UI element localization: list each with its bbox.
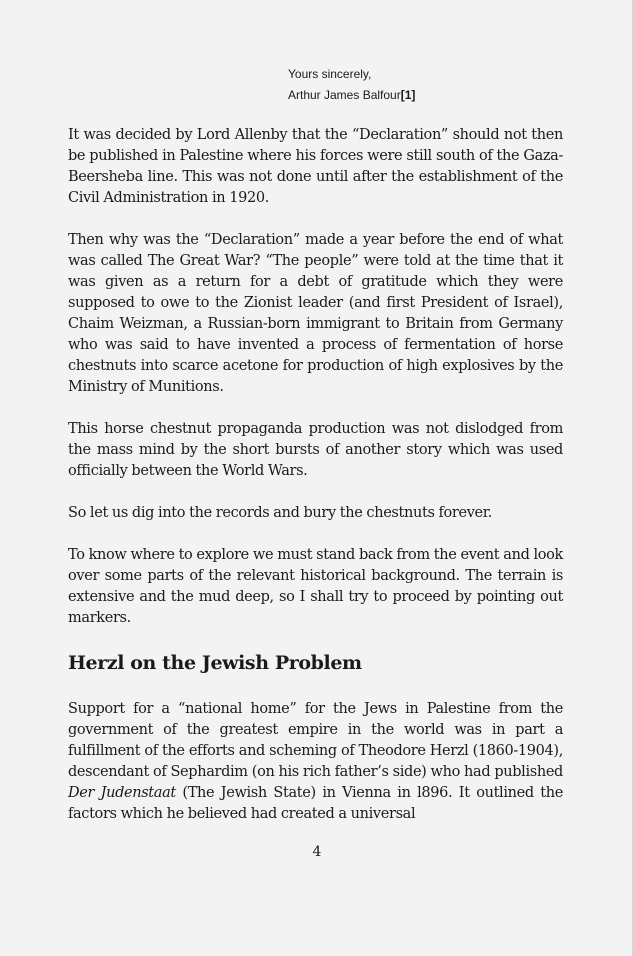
paragraph-chestnuts: So let us dig into the records and bury the chestnuts forever. bbox=[68, 505, 493, 521]
page-content bbox=[68, 125, 563, 846]
footnote-reference-link[interactable]: [1] bbox=[400, 88, 416, 102]
paragraph-herzl bbox=[68, 699, 563, 825]
signature-name-line bbox=[288, 85, 415, 106]
paragraph-explore: To know where to explore we must stand back from the event and look over some parts of the relevant historical background. The terrain is extensive and the mud deep, so I shall try to proceed by pointing out markers. bbox=[68, 547, 563, 626]
page-number: 4 bbox=[312, 844, 322, 860]
paragraph-great-war: Then why was the “Declaration” made a year before the end of what was called The Great War? “The people” were told at the time that it was given as a return for a debt of gratitude which they were supposed to owe to the Zionist leader (and first President of Israel), Chaim Weizman, a Russian-born immigrant to Britain from Germany who was said to have invented a process of fermentation of horse chestnuts into scarce acetone for production of high explosives by the Ministry of Munitions. bbox=[68, 232, 563, 395]
signature-name: Arthur James Balfour bbox=[288, 88, 401, 102]
paragraph-herzl-part1: Support for a “national home” for the Jews in Palestine from the government of the greatest empire in the world was in part a fulfillment of the efforts and scheming of Theodore Herzl (1860-1904), descendant of Sephardim (on his rich father’s side) who had published bbox=[68, 701, 563, 780]
paragraph-propaganda: This horse chestnut propaganda production was not dislodged from the mass mind by the short bursts of another story which was used officially between the World Wars. bbox=[68, 421, 563, 479]
book-title: Der Judenstaat bbox=[68, 785, 176, 801]
signature-closing: Yours sincerely, bbox=[288, 67, 372, 81]
section-heading: Herzl on the Jewish Problem bbox=[68, 652, 362, 674]
paragraph-herzl-part2: (The Jewish State) in Vienna in l896. It outlined the factors which he believed had created a universal bbox=[68, 785, 563, 822]
paragraph-allenby: It was decided by Lord Allenby that the “Declaration” should not then be published in Palestine where his forces were still south of the Gaza-Beersheba line. This was not done until after the establishment of the Civil Administration in 1920. bbox=[68, 127, 563, 206]
letter-signature bbox=[288, 64, 415, 106]
